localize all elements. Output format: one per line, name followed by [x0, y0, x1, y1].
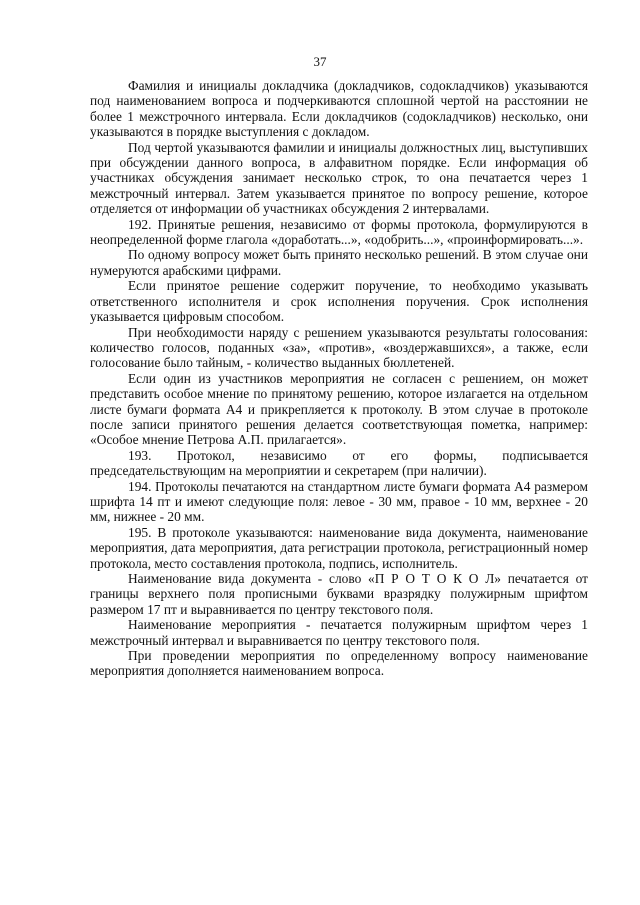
paragraph: Под чертой указываются фамилии и инициалы должностных лиц, выступивших при обсуждении данного вопроса, в алфавитном порядке. Если информация об участниках обсуждения занимает несколько строк, то она печатается через 1 межстрочный интервал. Затем указывается принятое по вопросу решение, которое отделяется от информации об участниках обсуждения 2 интервалами.	[90, 139, 588, 217]
paragraph: По одному вопросу может быть принято несколько решений. В этом случае они нумеруются арабскими цифрами.	[90, 247, 588, 278]
paragraph: Если один из участников мероприятия не согласен с решением, он может представить особое мнение по принятому решению, которое излагается на отдельном листе бумаги формата А4 и прикрепляется к протоколу. В этом случае в протоколе после записи принятого решения делается соответствующая пометка, например: «Особое мнение Петрова А.П. прилагается».	[90, 370, 588, 448]
paragraph: 195. В протоколе указываются: наименование вида документа, наименование мероприятия, дата мероприятия, дата регистрации протокола, регистрационный номер протокола, место составления протокола, подпись, исполнитель.	[90, 524, 588, 571]
paragraph: 192. Принятые решения, независимо от формы протокола, формулируются в неопределенной форме глагола «доработать...», «одобрить...», «проинформировать...».	[90, 216, 588, 248]
page-number: 37	[313, 54, 327, 69]
paragraph: Если принятое решение содержит поручение, то необходимо указывать ответственного исполнителя и срок исполнения поручения. Срок исполнения указывается цифровым способом.	[90, 278, 588, 325]
paragraph: 194. Протоколы печатаются на стандартном листе бумаги формата А4 размером шрифта 14 пт и имеют следующие поля: левое - 30 мм, правое - 10 мм, верхнее - 20 мм, нижнее - 20 мм.	[90, 478, 588, 525]
document-body	[90, 78, 588, 679]
paragraph: Наименование вида документа - слово «П Р О Т О К О Л» печатается от границы верхнего поля прописными буквами вразрядку полужирным шрифтом размером 17 пт и выравнивается по центру текстового поля.	[90, 571, 588, 617]
paragraph: При проведении мероприятия по определенному вопросу наименование мероприятия дополняется наименованием вопроса.	[90, 648, 588, 679]
paragraph: Наименование мероприятия - печатается полужирным шрифтом через 1 межстрочный интервал и выравнивается по центру текстового поля.	[90, 617, 588, 648]
paragraph: 193. Протокол, независимо от его формы, подписывается председательствующим на мероприятии и секретарем (при наличии).	[90, 447, 588, 479]
paragraph: Фамилия и инициалы докладчика (докладчиков, содокладчиков) указываются под наименованием вопроса и подчеркиваются сплошной чертой на расстоянии не более 1 межстрочного интервала. Если докладчиков (содокладчиков) несколько, они указываются в порядке выступления с докладом.	[90, 78, 588, 140]
paragraph: При необходимости наряду с решением указываются результаты голосования: количество голосов, поданных «за», «против», «воздержавшихся», а также, если голосование было тайным, - количество выданных бюллетеней.	[90, 324, 588, 371]
